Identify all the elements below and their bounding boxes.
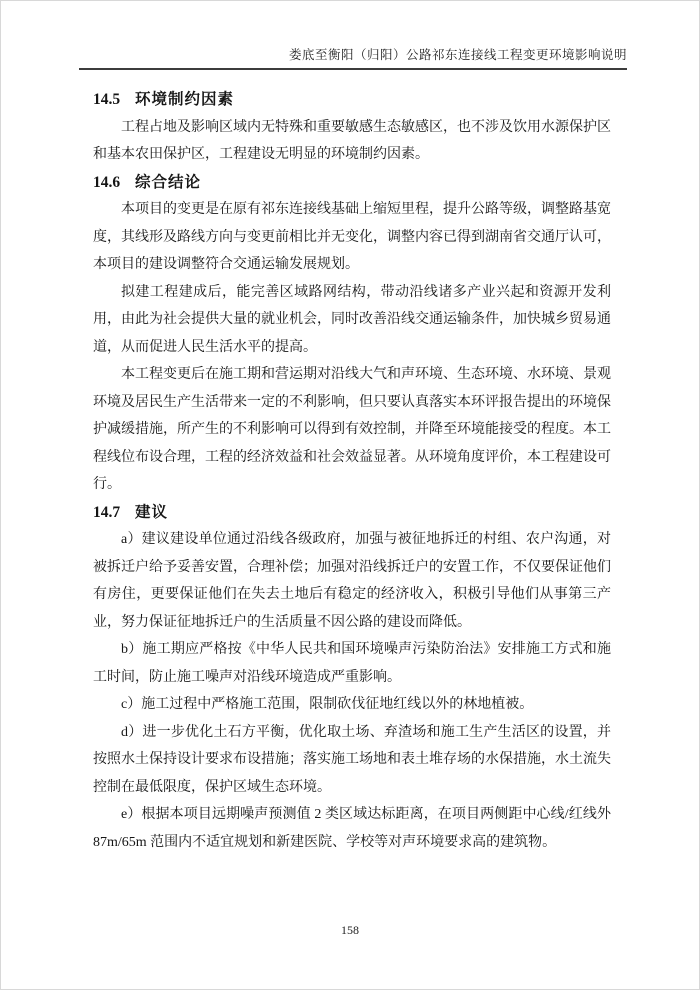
paragraph: 拟建工程建成后，能完善区域路网结构，带动沿线诸多产业兴起和资源开发利用，由此为社会提供大量的就业机会，同时改善沿线交通运输条件，加快城乡贸易通道，从而促进人民生活水平的提高。 — [93, 284, 611, 355]
page-header — [79, 1, 627, 70]
paragraph-item-a: a）建议建设单位通过沿线各级政府，加强与被征地拆迁的村组、农户沟通，对被拆迁户给予妥善安置，合理补偿；加强对沿线拆迁户的安置工作，不仅要保证他们有房住，更要保证他们在失去土地后有稳定的经济收入，积极引导他们从事第三产业，努力保证征地拆迁户的生活质量不因公路的建设而降低。 — [93, 532, 611, 630]
section-title: 环境制约因素 — [135, 91, 235, 108]
section-title: 综合结论 — [135, 173, 202, 191]
section-environmental-constraints — [93, 86, 611, 169]
section-heading — [93, 86, 611, 114]
section-suggestions — [93, 499, 611, 857]
header-running-title: 娄底至衡阳（归阳）公路祁东连接线工程变更环境影响说明 — [288, 48, 627, 62]
paragraph: 工程占地及影响区域内无特殊和重要敏感生态敏感区，也不涉及饮用水源保护区和基本农田保护区，工程建设无明显的环境制约因素。 — [93, 119, 611, 162]
section-heading — [93, 499, 611, 527]
section-title: 建议 — [135, 503, 169, 521]
paragraph-item-e: e）根据本项目远期噪声预测值 2 类区域达标距离，在项目两侧距中心线/红线外 87m/65m 范围内不适宜规划和新建医院、学校等对声环境要求高的建筑物。 — [93, 807, 611, 850]
paragraph: 本项目的变更是在原有祁东连接线基础上缩短里程，提升公路等级，调整路基宽度，其线形及路线方向与变更前相比并无变化，调整内容已得到湖南省交通厅认可，本项目的建设调整符合交通运输发展规划。 — [93, 202, 611, 272]
section-comprehensive-conclusion — [93, 169, 611, 499]
section-number: 14.6 — [93, 173, 121, 191]
section-number: 14.7 — [93, 503, 121, 521]
section-number: 14.5 — [93, 91, 121, 108]
paragraph: 本工程变更后在施工期和营运期对沿线大气和声环境、生态环境、水环境、景观环境及居民生产生活带来一定的不利影响，但只要认真落实本环评报告提出的环境保护减缓措施，所产生的不利影响可以得到有效控制，并降至环境能接受的程度。本工程线位布设合理，工程的经济效益和社会效益显著。从环境角度评价，本工程建设可行。 — [93, 367, 611, 492]
paragraph-item-b: b）施工期应严格按《中华人民共和国环境噪声污染防治法》安排施工方式和施工时间，防止施工噪声对沿线环境造成严重影响。 — [93, 642, 611, 685]
paragraph-item-c: c）施工过程中严格施工范围，限制砍伐征地红线以外的林地植被。 — [121, 697, 534, 712]
section-heading — [93, 169, 611, 197]
document-body — [93, 86, 611, 856]
page-footer — [1, 923, 699, 938]
page-number: 158 — [341, 923, 359, 937]
paragraph-item-d: d）进一步优化土石方平衡，优化取土场、弃渣场和施工生产生活区的设置，并按照水土保持设计要求布设措施；落实施工场地和表土堆存场的水保措施，水土流失控制在最低限度，保护区域生态环境。 — [93, 724, 611, 795]
